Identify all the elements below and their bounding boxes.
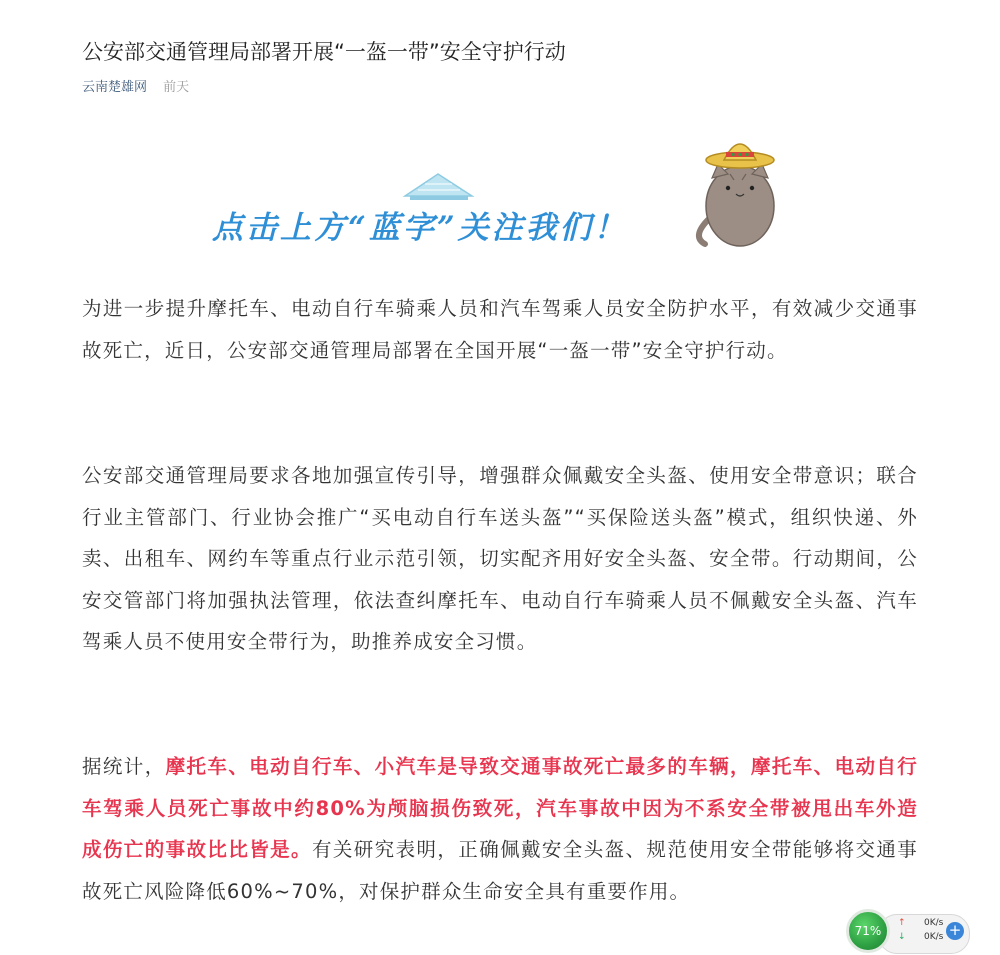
memory-percent-ball[interactable]: 71% [846, 909, 890, 953]
article-header [82, 36, 918, 98]
source-link[interactable]: 云南楚雄网 [82, 80, 148, 95]
paragraph-intro: 为进一步提升摩托车、电动自行车骑乘人员和汽车驾乘人员安全防护水平，有效减少交通事故死亡，近日，公安部交通管理局部署在全国开展“一盔一带”安全守护行动。 [82, 297, 918, 362]
statistics-tail: 有关研究表明，正确佩戴安全头盔、规范使用安全带能够将交通事故死亡风险降低60%~70%，对保护群众生命安全具有重要作用。 [82, 838, 918, 903]
download-speed: 0K/s [924, 932, 944, 942]
follow-banner-graphic [200, 126, 800, 256]
roof-decoration-icon [405, 174, 472, 200]
paragraph-requirements: 公安部交通管理局要求各地加强宣传引导，增强群众佩戴安全头盔、使用安全带意识；联合行业主管部门、行业协会推广“买电动自行车送头盔”“买保险送头盔”模式，组织快递、外卖、出租车、网约车等重点行业示范引领，切实配齐用好安全头盔、安全带。行动期间，公安交管部门将加强执法管理，依法查纠摩托车、电动自行车骑乘人员不佩戴安全头盔、汽车驾乘人员不使用安全带行为，助推养成安全习惯。 [82, 464, 918, 653]
download-arrow-icon: ↓ [898, 932, 906, 942]
follow-banner[interactable] [200, 126, 800, 256]
publish-time: 前天 [163, 80, 190, 95]
network-speed-widget[interactable] [846, 909, 970, 955]
cat-mascot-icon [699, 144, 774, 246]
statistics-lead: 据统计， [82, 755, 166, 778]
upload-speed: 0K/s [924, 918, 944, 928]
paragraph-statistics [82, 746, 918, 912]
statistics-highlight: 摩托车、电动自行车、小汽车是导致交通事故死亡最多的车辆，摩托车、电动自行车驾乘人员死亡事故中约80%为颅脑损伤致死，汽车事故中因为不系安全带被甩出车外造成伤亡的事故比比皆是。 [82, 755, 918, 861]
expand-plus-icon[interactable]: + [946, 922, 964, 940]
page-title: 公安部交通管理局部署开展“一盔一带”安全守护行动 [82, 40, 566, 64]
upload-arrow-icon: ↑ [898, 918, 906, 928]
follow-banner-text: 点击上方“蓝字”关注我们！ [212, 210, 628, 246]
article-meta [82, 78, 918, 98]
